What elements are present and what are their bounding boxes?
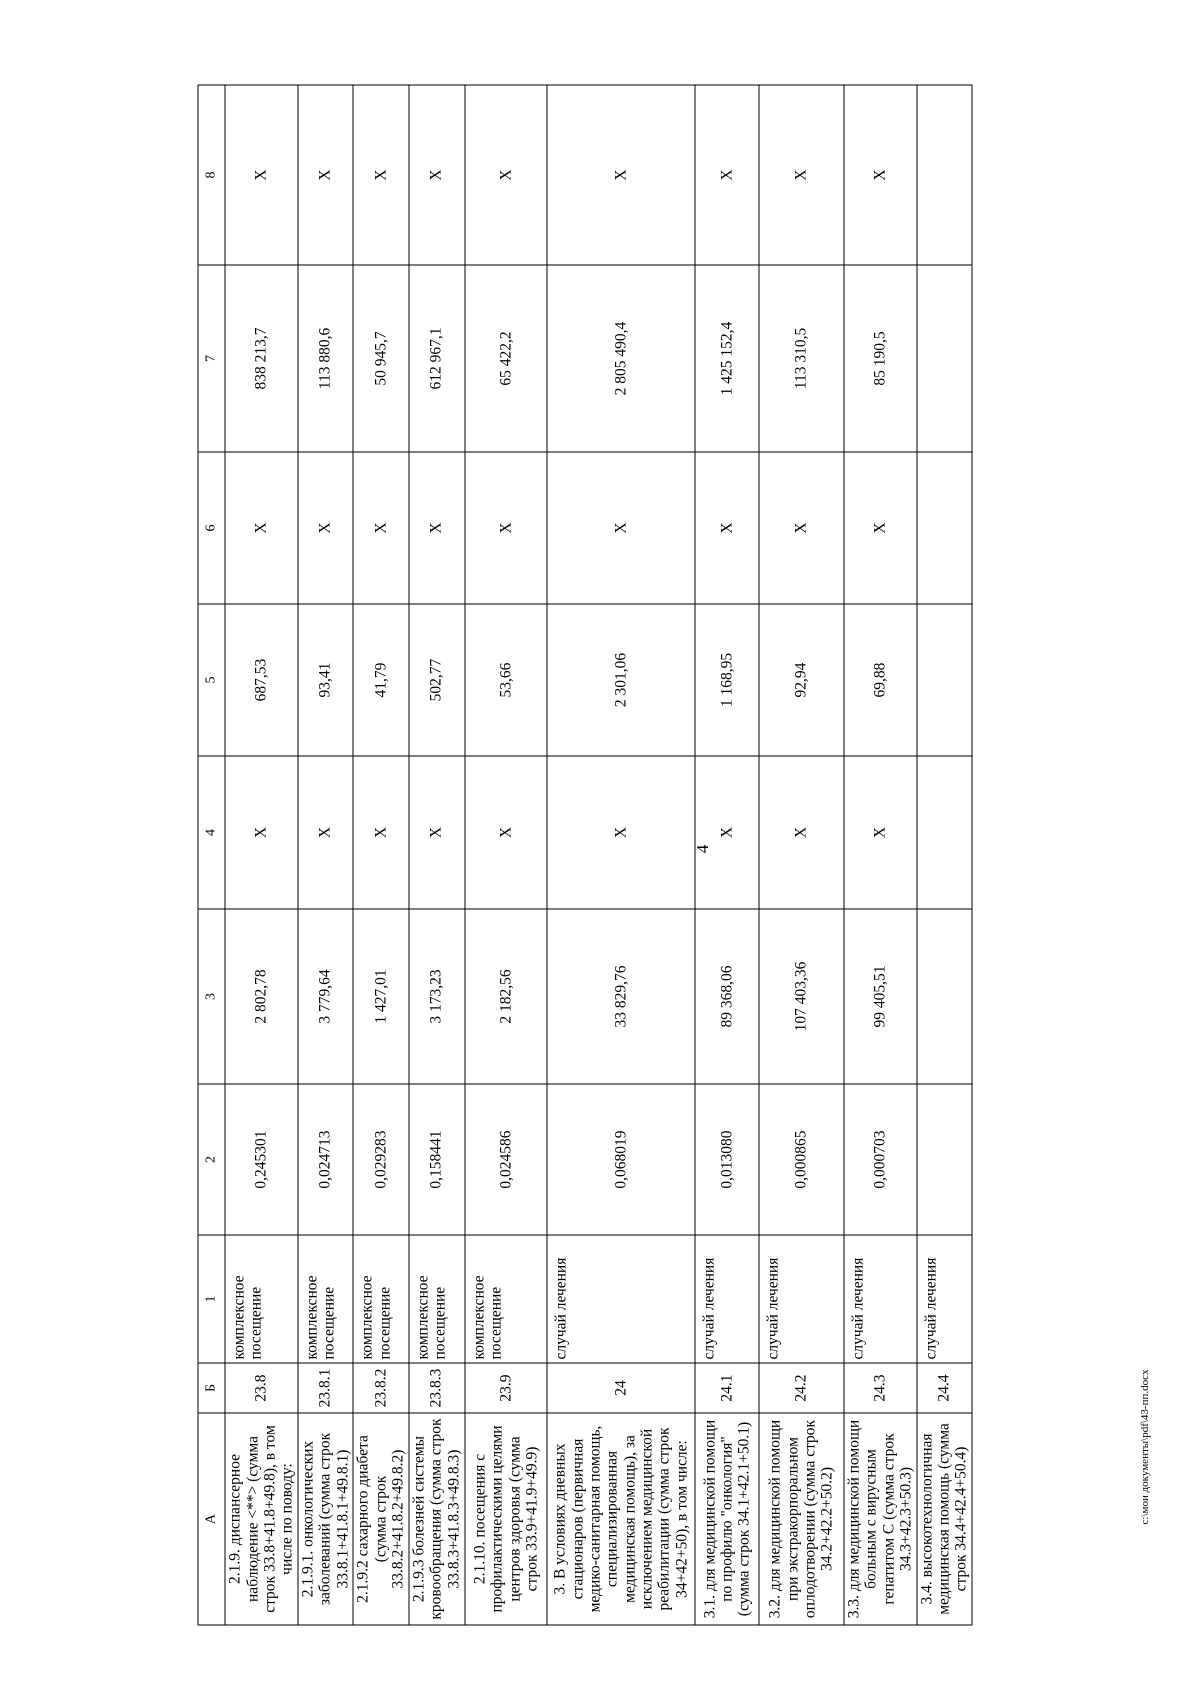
cell-per-capita: 92,94 xyxy=(759,604,843,756)
cell-unit: комплексное посещение xyxy=(298,1235,353,1363)
cell-total-cost: 113 880,6 xyxy=(298,265,353,452)
cell-col-6: X xyxy=(225,452,298,604)
cell-col-6: X xyxy=(759,452,843,604)
cell-norm-volume: 0,024713 xyxy=(298,1084,353,1235)
cell-col-4: X xyxy=(353,756,408,909)
cell-col-8: X xyxy=(465,85,547,265)
table-row xyxy=(917,85,972,1625)
header-cell: 7 xyxy=(198,265,225,452)
table-row xyxy=(465,85,547,1625)
cell-row-code: 24.4 xyxy=(917,1363,972,1413)
cell-row-code: 24 xyxy=(547,1363,695,1413)
cell-col-4: X xyxy=(759,756,843,909)
cell-total-cost: 85 190,5 xyxy=(844,265,917,452)
cell-norm-volume: 0,000865 xyxy=(759,1084,843,1235)
cell-row-code: 24.3 xyxy=(844,1363,917,1413)
cell-per-capita: 2 301,06 xyxy=(547,604,695,756)
cell-row-label: 3. В условиях дневных стационаров (первичная медико-санитарная помощь, специализированная медицинская помощь), за исключением медицинской реабилитации (сумма строк 34+42+50), в том числе: xyxy=(547,1413,695,1625)
cell-norm-cost: 2 182,56 xyxy=(465,909,547,1084)
cell-col-8: X xyxy=(298,85,353,265)
cell-norm-cost: 99 405,51 xyxy=(844,909,917,1084)
cell-row-label: 2.1.9.1. онкологических заболеваний (сумма строк 33.8.1+41.8.1+49.8.1) xyxy=(298,1413,353,1625)
cell-row-code: 23.8.1 xyxy=(298,1363,353,1413)
cell-row-label: 3.2. для медицинской помощи при экстракорпоральном оплодотворении (сумма строк 34.2+42.2+50.2) xyxy=(759,1413,843,1625)
cell-row-label: 2.1.9.3 болезней системы кровообращения (сумма строк 33.8.3+41.8.3+49.8.3) xyxy=(409,1413,465,1625)
cell-total-cost: 65 422,2 xyxy=(465,265,547,452)
cell-norm-cost: 89 368,06 xyxy=(695,909,759,1084)
cell-row-code: 24.1 xyxy=(695,1363,759,1413)
footer-text: c:\мои документы\pdf\43-пп.docx xyxy=(1139,1369,1151,1525)
cell-per-capita: 502,77 xyxy=(409,604,465,756)
cell-norm-cost: 2 802,78 xyxy=(225,909,298,1084)
cell-col-6: X xyxy=(547,452,695,604)
rotated-table-frame xyxy=(198,85,973,1625)
cell-unit: комплексное посещение xyxy=(225,1235,298,1363)
header-cell: 4 xyxy=(198,756,225,909)
header-cell: 1 xyxy=(198,1235,225,1363)
cell-norm-cost: 1 427,01 xyxy=(353,909,408,1084)
header-cell: Б xyxy=(198,1363,225,1413)
cell-col-8: X xyxy=(353,85,408,265)
cell-col-6: X xyxy=(409,452,465,604)
cell-unit: комплексное посещение xyxy=(409,1235,465,1363)
table-header xyxy=(198,85,225,1625)
header-row xyxy=(198,85,225,1625)
cell-unit: комплексное посещение xyxy=(353,1235,408,1363)
header-cell: 6 xyxy=(198,452,225,604)
cell-per-capita xyxy=(917,604,972,756)
cell-col-8: X xyxy=(844,85,917,265)
cell-col-6: X xyxy=(844,452,917,604)
cell-per-capita: 41,79 xyxy=(353,604,408,756)
cell-row-label: 3.3. для медицинской помощи больным с вирусным гепатитом С (сумма строк 34.3+42.3+50.3) xyxy=(844,1413,917,1625)
cell-unit: случай лечения xyxy=(547,1235,695,1363)
cell-col-8: X xyxy=(409,85,465,265)
cell-row-label: 2.1.9. диспансерное наблюдение <**> (сумма строк 33.8+41.8+49.8), в том числе по поводу: xyxy=(225,1413,298,1625)
cell-norm-volume: 0,245301 xyxy=(225,1084,298,1235)
cell-col-8: X xyxy=(547,85,695,265)
header-cell: 5 xyxy=(198,604,225,756)
cell-total-cost xyxy=(917,265,972,452)
cell-row-label: 3.1. для медицинской помощи по профилю "онкология" (сумма строк 34.1+42.1+50.1) xyxy=(695,1413,759,1625)
cell-norm-volume: 0,068019 xyxy=(547,1084,695,1235)
cell-col-4: X xyxy=(844,756,917,909)
cell-norm-cost: 3 173,23 xyxy=(409,909,465,1084)
cell-unit: случай лечения xyxy=(844,1235,917,1363)
cell-unit: случай лечения xyxy=(695,1235,759,1363)
cell-norm-cost: 33 829,76 xyxy=(547,909,695,1084)
cell-norm-volume: 0,024586 xyxy=(465,1084,547,1235)
cell-col-8: X xyxy=(695,85,759,265)
cell-per-capita: 93,41 xyxy=(298,604,353,756)
cell-col-4 xyxy=(917,756,972,909)
cell-col-4: X xyxy=(225,756,298,909)
cell-total-cost: 50 945,7 xyxy=(353,265,408,452)
cell-row-label: 3.4. высокотехнологичная медицинская помощь (сумма строк 34.4+42.4+50.4) xyxy=(917,1413,972,1625)
cell-total-cost: 1 425 152,4 xyxy=(695,265,759,452)
data-table xyxy=(198,84,973,1625)
cell-row-code: 23.8 xyxy=(225,1363,298,1413)
cell-col-4: X xyxy=(695,756,759,909)
cell-col-4: X xyxy=(465,756,547,909)
table-row xyxy=(409,85,465,1625)
cell-row-code: 23.8.2 xyxy=(353,1363,408,1413)
cell-col-8 xyxy=(917,85,972,265)
cell-col-6: X xyxy=(465,452,547,604)
header-cell: 8 xyxy=(198,85,225,265)
table-body xyxy=(225,85,972,1625)
cell-norm-cost: 3 779,64 xyxy=(298,909,353,1084)
header-cell: А xyxy=(198,1413,225,1625)
table-row xyxy=(298,85,353,1625)
cell-row-code: 24.2 xyxy=(759,1363,843,1413)
cell-total-cost: 2 805 490,4 xyxy=(547,265,695,452)
cell-col-6: X xyxy=(298,452,353,604)
cell-per-capita: 53,66 xyxy=(465,604,547,756)
cell-total-cost: 838 213,7 xyxy=(225,265,298,452)
table-row xyxy=(547,85,695,1625)
table-row xyxy=(353,85,408,1625)
cell-col-6: X xyxy=(695,452,759,604)
cell-norm-cost: 107 403,36 xyxy=(759,909,843,1084)
cell-row-label: 2.1.9.2 сахарного диабета (сумма строк 33.8.2+41.8.2+49.8.2) xyxy=(353,1413,408,1625)
table-row xyxy=(844,85,917,1625)
cell-unit: случай лечения xyxy=(917,1235,972,1363)
cell-per-capita: 687,53 xyxy=(225,604,298,756)
cell-col-6: X xyxy=(353,452,408,604)
table-row xyxy=(225,85,298,1625)
header-cell: 3 xyxy=(198,909,225,1084)
cell-col-8: X xyxy=(759,85,843,265)
table-row xyxy=(759,85,843,1625)
cell-col-4: X xyxy=(547,756,695,909)
cell-unit: случай лечения xyxy=(759,1235,843,1363)
cell-norm-cost xyxy=(917,909,972,1084)
cell-col-4: X xyxy=(409,756,465,909)
cell-per-capita: 69,88 xyxy=(844,604,917,756)
cell-row-code: 23.9 xyxy=(465,1363,547,1413)
cell-per-capita: 1 168,95 xyxy=(695,604,759,756)
cell-norm-volume xyxy=(917,1084,972,1235)
cell-norm-volume: 0,029283 xyxy=(353,1084,408,1235)
cell-total-cost: 612 967,1 xyxy=(409,265,465,452)
cell-norm-volume: 0,000703 xyxy=(844,1084,917,1235)
cell-col-8: X xyxy=(225,85,298,265)
cell-unit: комплексное посещение xyxy=(465,1235,547,1363)
page-number-text: 4 xyxy=(693,844,712,854)
header-cell: 2 xyxy=(198,1084,225,1235)
cell-row-code: 23.8.3 xyxy=(409,1363,465,1413)
cell-col-6 xyxy=(917,452,972,604)
cell-norm-volume: 0,013080 xyxy=(695,1084,759,1235)
cell-col-4: X xyxy=(298,756,353,909)
cell-norm-volume: 0,158441 xyxy=(409,1084,465,1235)
cell-row-label: 2.1.10. посещения с профилактическими целями центров здоровья (сумма строк 33.9+41.9+49.9) xyxy=(465,1413,547,1625)
table-row xyxy=(695,85,759,1625)
cell-total-cost: 113 310,5 xyxy=(759,265,843,452)
